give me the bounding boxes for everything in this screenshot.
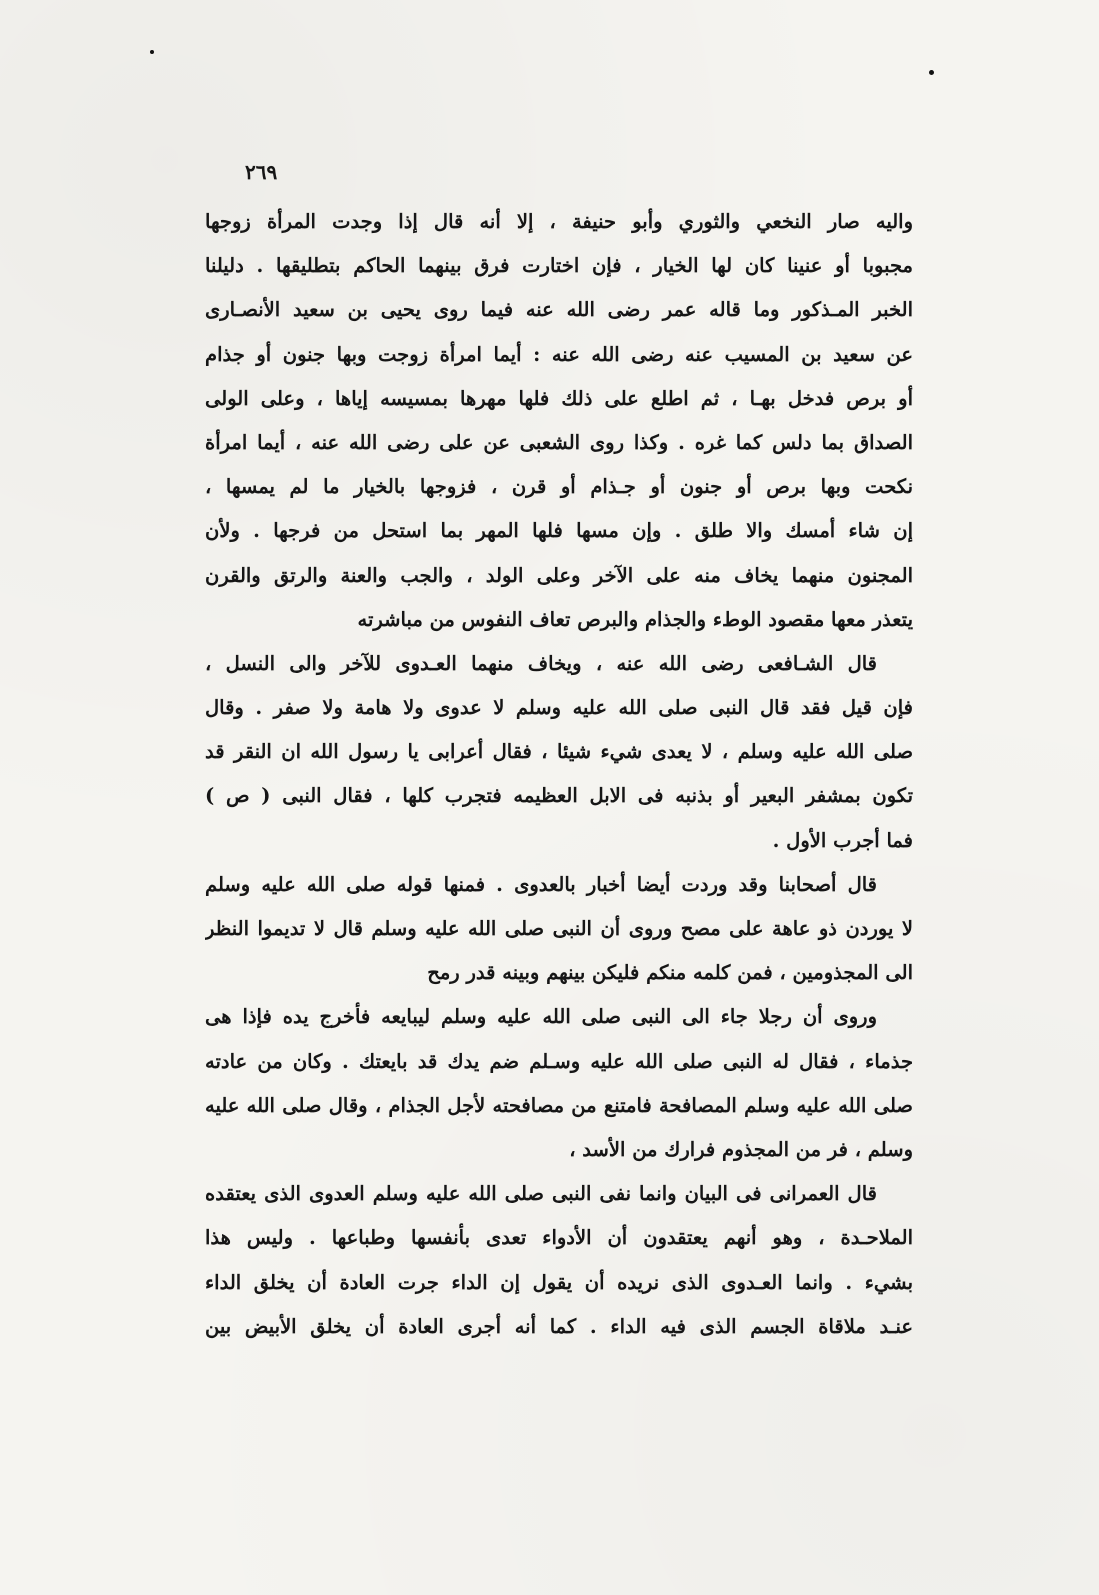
text-line: الى المجذومين ، فمن كلمه منكم فليكن بينهم وبينه قدر رمح xyxy=(427,961,913,985)
text-line: نكحت وبها برص أو جنون أو جـذام أو قرن ، فزوجها بالخيار ما لم يمسها ، xyxy=(205,475,913,499)
text-line: جذماء ، فقال له النبى صلى الله عليه وسـلم ضم يدك قد بايعتك . وكان من عادته xyxy=(205,1049,913,1073)
text-line: الملاحـدة ، وهو أنهم يعتقدون أن الأدواء تعدى بأنفسها وطباعها . وليس هذا xyxy=(205,1226,913,1250)
text-line: صلى الله عليه وسلم ، لا يعدى شيء شيئا ، فقال أعرابى يا رسول الله ان النقر قد xyxy=(205,740,913,764)
text-line: عنـد ملاقاة الجسم الذى فيه الداء . كما أنه أجرى العادة أن يخلق الأبيض بين xyxy=(205,1314,913,1338)
text-line: يتعذر معها مقصود الوطء والجذام والبرص تعاف النفوس من مباشرته xyxy=(357,607,913,631)
text-line: الخبر المـذكور وما قاله عمر رضى الله عنه فيما روى يحيى بن سعيد الأنصـارى xyxy=(205,298,913,322)
text-line: الصداق بما دلس كما غره . وكذا روى الشعبى عن على رضى الله عنه ، أيما امرأة xyxy=(205,430,913,454)
text-line: فإن قيل فقد قال النبى صلى الله عليه وسلم لا عدوى ولا هامة ولا صفر . وقال xyxy=(205,696,913,720)
ink-speck xyxy=(150,50,154,54)
text-line: قال العمرانى فى البيان وانما نفى النبى صلى الله عليه وسلم العدوى الذى يعتقده xyxy=(205,1182,877,1206)
text-line: قال أصحابنا وقد وردت أيضا أخبار بالعدوى . فمنها قوله صلى الله عليه وسلم xyxy=(205,872,877,896)
text-line: وسلم ، فر من المجذوم فرارك من الأسد ، xyxy=(569,1137,913,1161)
text-line: صلى الله عليه وسلم المصافحة فامتنع من مصافحته لأجل الجذام ، وقال صلى الله عليه xyxy=(205,1093,913,1117)
text-line: أو برص فدخل بهـا ، ثم اطلع على ذلك فلها مهرها بمسيسه إياها ، وعلى الولى xyxy=(205,386,913,410)
text-line: إن شاء أمسك والا طلق . وإن مسها فلها المهر بما استحل من فرجها . ولأن xyxy=(205,519,913,543)
text-line: المجنون منهما يخاف منه على الآخر وعلى الولد ، والجب والعنة والرتق والقرن xyxy=(205,563,913,587)
text-line: عن سعيد بن المسيب عنه رضى الله عنه : أيما امرأة زوجت وبها جنون أو جذام xyxy=(205,342,913,366)
text-line: لا يوردن ذو عاهة على مصح وروى أن النبى صلى الله عليه وسلم قال لا تديموا النظر xyxy=(205,917,913,940)
text-line: وروى أن رجلا جاء الى النبى صلى الله عليه وسلم ليبايعه فأخرج يده فإذا هى xyxy=(205,1005,877,1029)
text-line: واليه صار النخعي والثوري وأبو حنيفة ، إلا أنه قال إذا وجدت المرأة زوجها xyxy=(205,210,913,233)
text-line: بشيء . وانما العـدوى الذى نريده أن يقول إن الداء جرت العادة أن يخلق الداء xyxy=(205,1270,913,1294)
text-line: قال الشـافعى رضى الله عنه ، ويخاف منهما العـدوى للآخر والى النسل ، xyxy=(205,651,877,675)
page-number: ٢٦٩ xyxy=(245,160,278,184)
text-line: تكون بمشفر البعير أو بذنبه فى الابل العظيمه فتجرب كلها ، فقال النبى ( ص ) xyxy=(205,784,913,808)
text-line: فما أجرب الأول . xyxy=(772,828,913,852)
text-line: مجبوبا أو عنينا كان لها الخيار ، فإن اختارت فرق بينهما الحاكم بتطليقها . دليلنا xyxy=(205,254,913,278)
ink-speck xyxy=(929,70,934,75)
body-text xyxy=(205,200,913,1349)
